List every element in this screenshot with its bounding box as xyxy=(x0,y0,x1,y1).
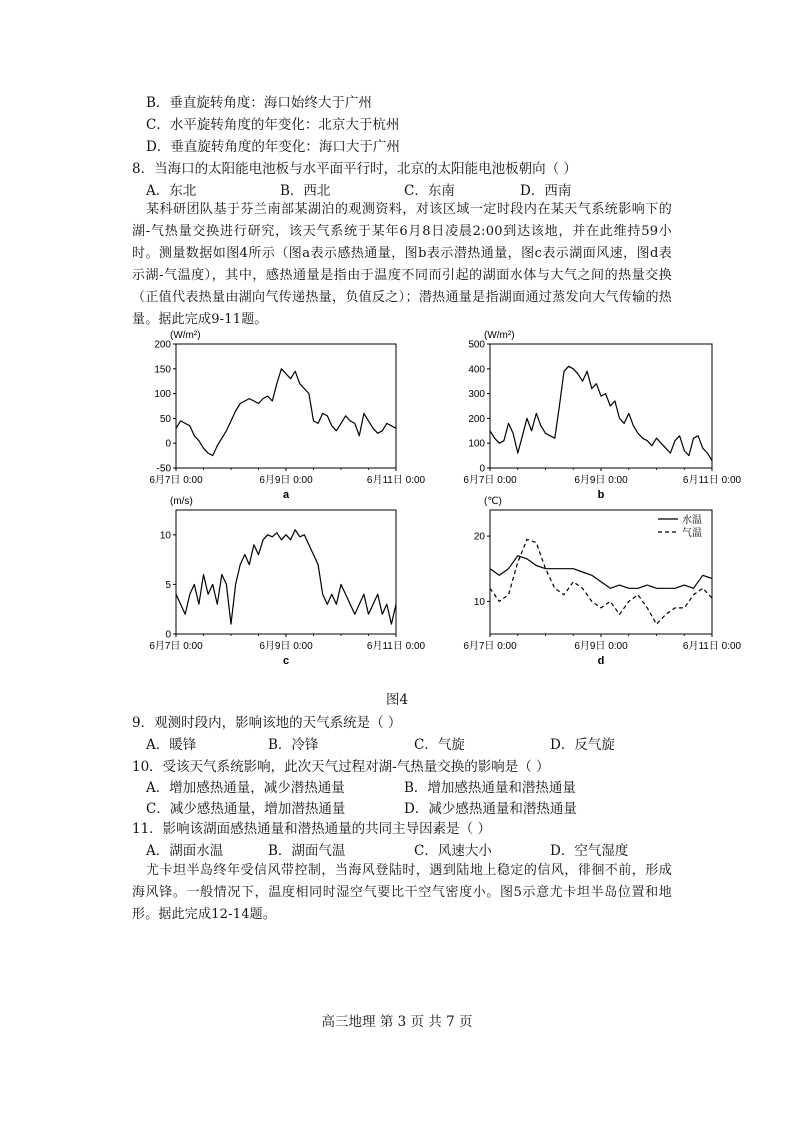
q10-option-b: B．增加感热通量和潜热通量 xyxy=(404,780,576,796)
series-line-b-0 xyxy=(490,366,712,460)
question-9-stem: 9．观测时段内，影响该地的天气系统是（ ） xyxy=(132,715,402,731)
y-axis-label-d: (℃) xyxy=(484,496,502,507)
q10-option-a: A．增加感热通量，减少潜热通量 xyxy=(146,780,345,796)
y-tick-label: 20 xyxy=(473,531,485,543)
plot-frame-d xyxy=(490,510,712,634)
legend-label: 气温 xyxy=(682,528,702,539)
plot-frame-c xyxy=(176,510,396,634)
x-tick-label: 6月9日 0:00 xyxy=(259,475,313,486)
q9-option-d: D．反气旋 xyxy=(550,737,615,753)
x-tick-label: 6月11日 0:00 xyxy=(366,475,426,486)
passage-lake-heat: 某科研团队基于芬兰南部某湖泊的观测资料，对该区域一定时段内在某天气系统影响下的湖-气热量交换进行研究，该天气系统于某年6月8日凌晨2:00到达该地，并在此维持59小时。测量数据如图4所示（图a表示感热通量，图b表示潜热通量，图c表示湖面风速，图d表示湖-气温度），其中，感热通量是指由于温度不同而引起的湖面水体与大气之间的热量交换（正值代表热量由湖向气传递热量，负值反之）；潜热通量是指湖面通过蒸发向大气传输的热量。据此完成9-11题。 xyxy=(132,202,672,327)
y-axis-label-c: (m/s) xyxy=(170,496,193,507)
panel-label-b: b xyxy=(597,489,605,501)
panel-label-a: a xyxy=(282,489,290,501)
q10-option-c: C．减少感热通量，增加潜热通量 xyxy=(146,801,346,817)
x-tick-label: 6月9日 0:00 xyxy=(259,641,313,652)
y-tick-label: 0 xyxy=(165,629,171,641)
y-tick-label: 150 xyxy=(154,364,171,376)
figure-caption: 图4 xyxy=(386,692,409,708)
q11-option-d: D．空气湿度 xyxy=(550,843,629,859)
x-tick-label: 6月11日 0:00 xyxy=(682,475,742,486)
q8-option-d: D．西南 xyxy=(520,183,572,199)
y-tick-label: 0 xyxy=(479,463,485,475)
y-tick-label: 100 xyxy=(154,389,171,401)
y-tick-label: 400 xyxy=(468,364,485,376)
series-line-a-0 xyxy=(176,369,396,456)
page-footer: 高三地理 第 3 页 共 7 页 xyxy=(321,1014,473,1030)
figure-4-charts xyxy=(0,326,794,696)
legend-label: 水温 xyxy=(682,515,702,526)
panel-label-c: c xyxy=(282,655,290,667)
plot-frame-b xyxy=(490,344,712,468)
q10-option-d: D．减少感热通量和潜热通量 xyxy=(404,801,577,817)
x-tick-label: 6月7日 0:00 xyxy=(463,475,517,486)
series-line-c-0 xyxy=(176,530,396,624)
y-axis-label-a: (W/m²) xyxy=(170,330,201,341)
x-tick-label: 6月7日 0:00 xyxy=(149,475,203,486)
y-tick-label: 500 xyxy=(468,339,485,351)
y-tick-label: 200 xyxy=(154,339,171,351)
q9-option-a: A．暖锋 xyxy=(146,737,197,753)
option-line-d: D．垂直旋转角度的年变化：海口大于广州 xyxy=(146,139,400,155)
question-11-stem: 11．影响该湖面感热通量和潜热通量的共同主导因素是（ ） xyxy=(132,821,491,837)
passage-yucatan: 尤卡坦半岛终年受信风带控制，当海风登陆时，遇到陆地上稳定的信风，徘徊不前，形成海风锋。一般情况下，温度相同时湿空气要比干空气密度小。图5示意尤卡坦半岛位置和地形。据此完成12-14题。 xyxy=(132,863,672,922)
y-tick-label: 50 xyxy=(159,413,171,425)
x-tick-label: 6月11日 0:00 xyxy=(682,641,742,652)
y-tick-label: 10 xyxy=(473,596,485,608)
y-tick-label: -50 xyxy=(156,463,171,475)
y-axis-label-b: (W/m²) xyxy=(484,330,515,341)
question-8-stem: 8．当海口的太阳能电池板与水平面平行时，北京的太阳能电池板朝向（ ） xyxy=(132,161,577,177)
q9-option-c: C．气旋 xyxy=(414,737,465,753)
x-tick-label: 6月9日 0:00 xyxy=(574,641,628,652)
q11-option-b: B．湖面气温 xyxy=(268,843,346,859)
y-tick-label: 5 xyxy=(165,579,171,591)
x-tick-label: 6月9日 0:00 xyxy=(574,475,628,486)
q11-option-c: C．风速大小 xyxy=(414,843,492,859)
q8-option-c: C．东南 xyxy=(404,183,455,199)
q9-option-b: B．冷锋 xyxy=(268,737,319,753)
series-line-d-0 xyxy=(490,556,712,589)
x-tick-label: 6月7日 0:00 xyxy=(149,641,203,652)
y-tick-label: 200 xyxy=(468,413,485,425)
option-line-b: B．垂直旋转角度：海口始终大于广州 xyxy=(146,95,372,111)
panel-label-d: d xyxy=(597,655,605,667)
x-tick-label: 6月11日 0:00 xyxy=(366,641,426,652)
plot-frame-a xyxy=(176,344,396,468)
y-tick-label: 300 xyxy=(468,389,485,401)
y-tick-label: 0 xyxy=(165,438,171,450)
x-tick-label: 6月7日 0:00 xyxy=(463,641,517,652)
y-tick-label: 100 xyxy=(468,438,485,450)
option-line-c: C．水平旋转角度的年变化：北京大于杭州 xyxy=(146,117,400,133)
question-10-stem: 10．受该天气系统影响，此次天气过程对湖-气热量交换的影响是（ ） xyxy=(132,759,550,775)
y-tick-label: 10 xyxy=(159,530,171,542)
q8-option-b: B．西北 xyxy=(280,183,331,199)
q8-option-a: A．东北 xyxy=(146,183,197,199)
q11-option-a: A．湖面水温 xyxy=(146,843,224,859)
